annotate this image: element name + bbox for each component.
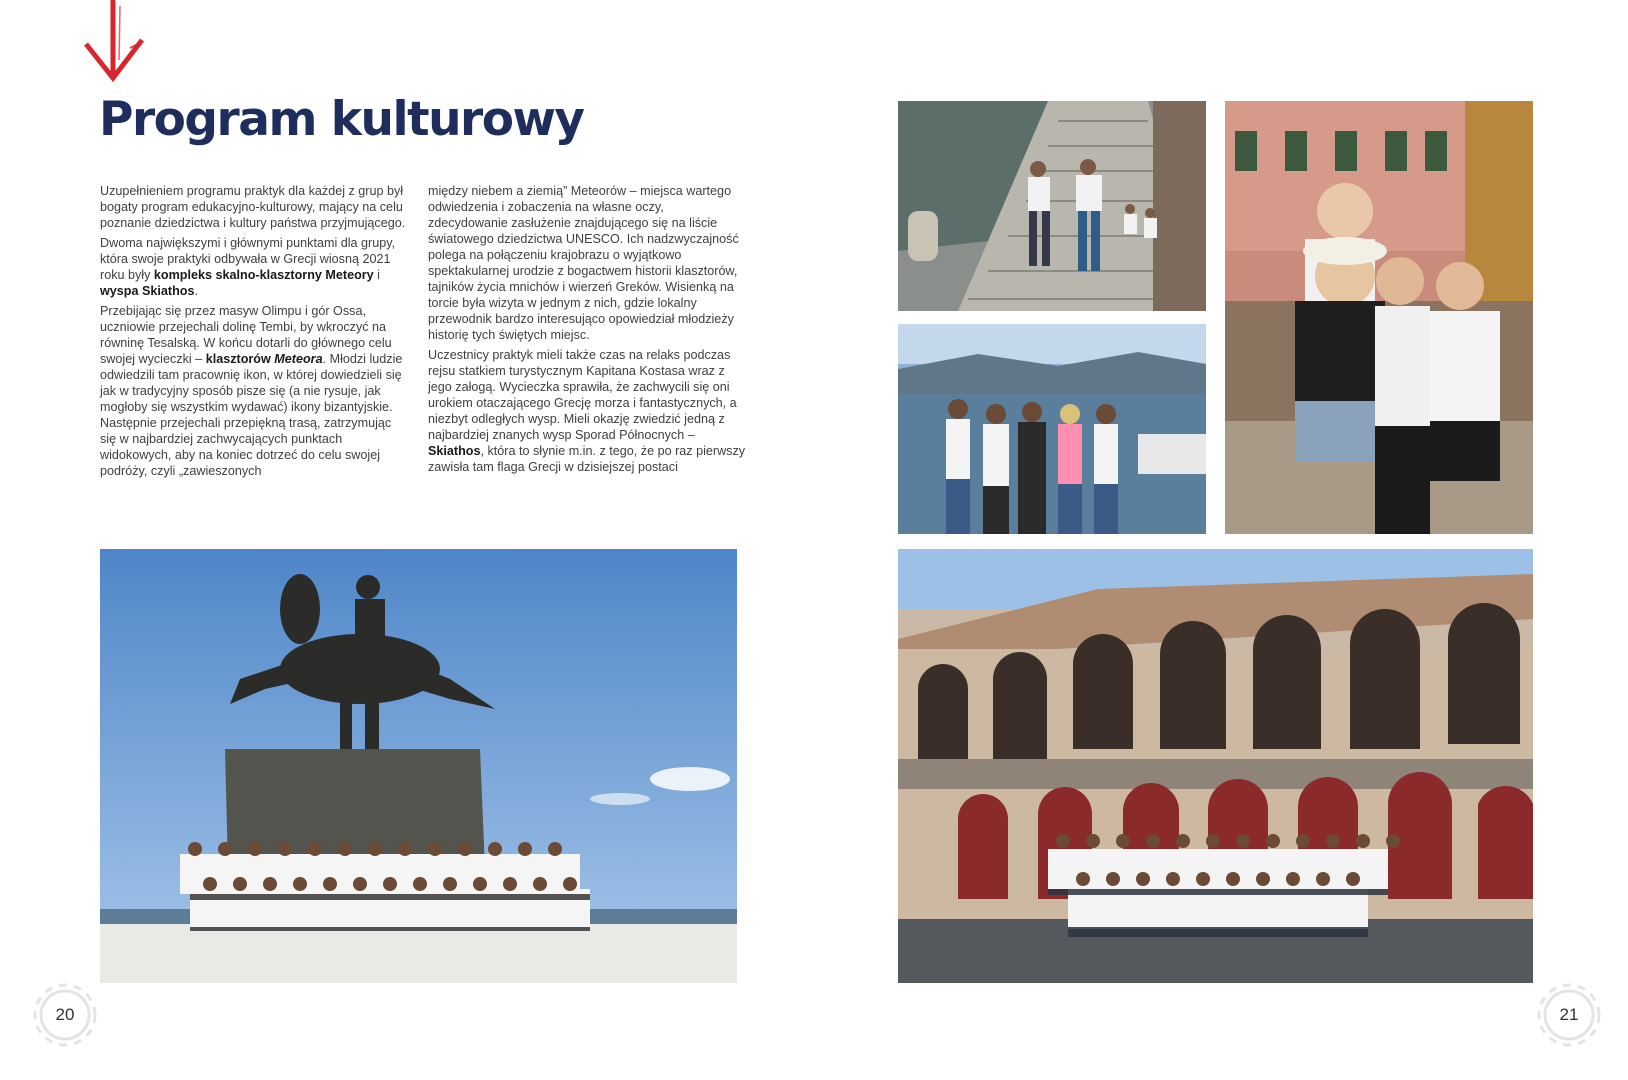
paragraph — [100, 235, 410, 299]
photo-group-at-arena — [898, 549, 1533, 983]
text-run: . — [194, 284, 198, 298]
bold-italic-text: Meteora — [274, 352, 323, 366]
down-arrow-icon — [80, 0, 146, 86]
bold-text: kompleks skalno-klasztorny Meteory — [153, 268, 374, 282]
text-run: Przebijając się przez masyw Olimpu i gór Ossa, uczniowie przejechali dolinę Tembi, by wkroczyć na równinę Tesalską. W końcu dotarli do głównego celu swojej wycieczki – — [100, 304, 392, 366]
photo-friends-in-venice — [1225, 101, 1533, 534]
text-run: Dwoma największymi i głównymi punktami dla grupy, która swoje praktyki odbywała w Grecji wiosną 2021 roku były — [100, 236, 396, 282]
text-run: i — [373, 268, 380, 282]
page-title: Program kulturowy — [99, 92, 584, 147]
page-number: 20 — [55, 1005, 75, 1024]
bold-text: wyspa Skiathos — [100, 284, 195, 298]
page-number-badge-left — [29, 979, 101, 1051]
paragraph — [100, 303, 410, 479]
photo-students-on-stairs — [898, 101, 1206, 311]
photo-group-at-harbor — [898, 324, 1206, 534]
paragraph: Uzupełnieniem programu praktyk dla każdej z grup był bogaty program edukacyjno-kulturowy, mający na celu poznanie dziedzictwa i kultury państwa przyjmującego. — [100, 184, 406, 230]
text-run: Uczestnicy praktyk mieli także czas na relaks podczas rejsu statkiem turystycznym Kapitana Kostasa wraz z jego załogą. Wycieczka sprawiła, że zachwycili się oni urokiem otaczającego Grecję morza i fantastycznych, a niezbyt odległych wysp. Mieli okazję zwiedzić jedną z najbardziej znanych wysp Sporad Północnych – — [428, 348, 737, 442]
paragraph — [428, 347, 746, 475]
photo-group-at-statue — [100, 549, 737, 983]
page-number-badge-right — [1533, 979, 1605, 1051]
text-column-left — [100, 183, 410, 483]
page-number: 21 — [1559, 1005, 1579, 1024]
bold-text: klasztorów — [205, 352, 271, 366]
paragraph: między niebem a ziemią” Meteorów – miejsca wartego odwiedzenia i zobaczenia na własne oczy, zdecydowanie zasłużenie znajdującego się na liście światowego dziedzictwa UNESCO. Ich nadzwyczajność polega na połączeniu krajobrazu o wyjątkowo spektakularnej urodzie z bogactwem historii klasztorów, tajników życia mnichów i wierzeń Greków. Wisienką na torcie była wizyta w jednym z nich, gdzie lokalny przewodnik bardzo interesująco opowiedział młodzieży historię tych świętych miejsc. — [428, 184, 739, 342]
text-run: . Młodzi ludzie odwiedzili tam pracownię ikon, w której dowiedzieli się jak w tradycyjny sposób pisze się (a nie rysuje, jak mogłoby się wszystkim wydawać) ikony bizantyjskie. Następnie przejechali przepiękną trasą, zatrzymując się w najbardziej zachwycających punktach widokowych, aby na koniec dotrzeć do celu swojej podróży, czyli „zawieszonych — [100, 352, 403, 478]
bold-text: Skiathos — [428, 444, 481, 458]
text-run: , która to słynie m.in. z tego, że po raz pierwszy zawisła tam flaga Grecji w dzisiejszej postaci — [428, 444, 746, 474]
text-column-right — [428, 183, 746, 479]
